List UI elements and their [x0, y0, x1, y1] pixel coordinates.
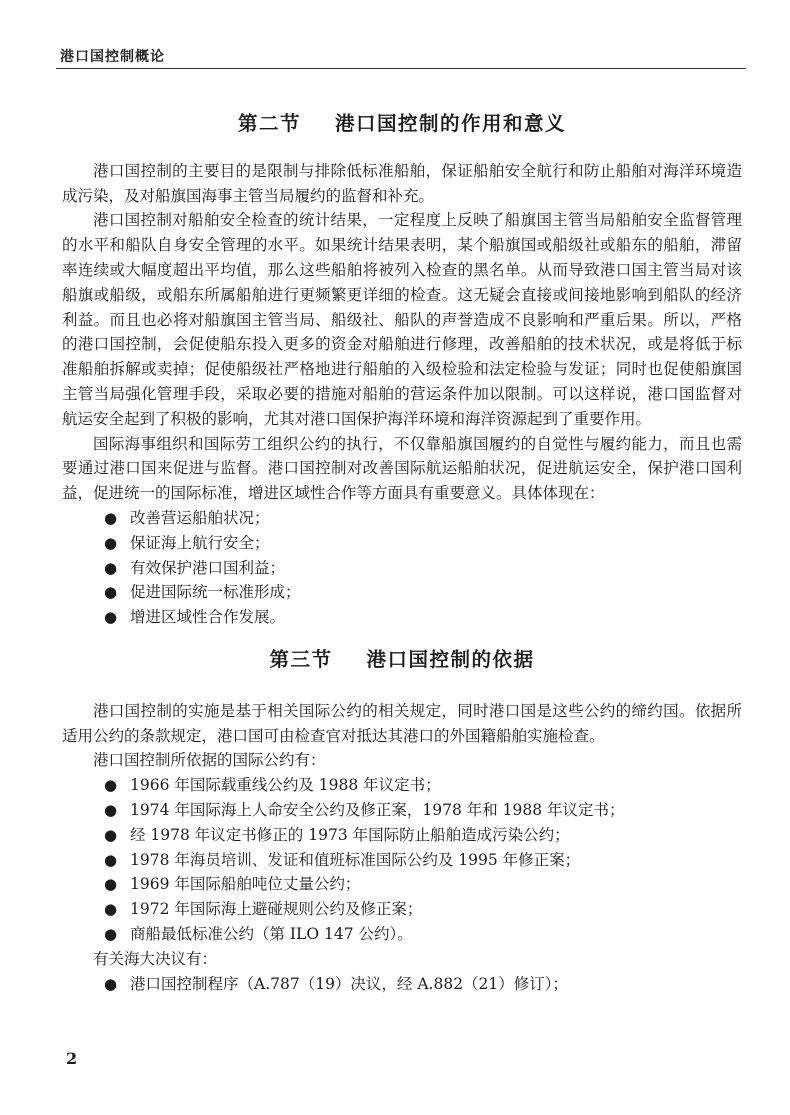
list-item-text: 1974 年国际海上人命安全公约及修正案，1978 年和 1988 年议定书； — [130, 800, 625, 819]
page-body — [62, 112, 742, 996]
bullet-icon: ● — [104, 558, 118, 577]
list-item-text: 港口国控制程序（A.787（19）决议，经 A.882（21）修订）； — [130, 974, 569, 993]
list-item-text: 改善营运船舶状况； — [130, 508, 270, 527]
bullet-icon: ● — [104, 533, 118, 552]
paragraph: 国际海事组织和国际劳工组织公约的执行，不仅靠船旗国履约的自觉性与履约能力，而且也需要通过港口国来促进与监督。港口国控制对改善国际航运船舶状况，促进航运安全，保护港口国利益，促进统一的国际标准，增进区域性合作等方面具有重要意义。具体体现在： — [62, 434, 742, 503]
list-item — [62, 531, 742, 556]
section-3-title: 港口国控制的依据 — [366, 647, 535, 671]
paragraph: 港口国控制对船舶安全检查的统计结果，一定程度上反映了船旗国主管当局船舶安全监督管理的水平和船队自身安全管理的水平。如果统计结果表明，某个船旗国或船级社或船东的船舶，滞留率连续或大幅度超出平均值，那么这些船舶将被列入检查的黑名单。从而导致港口国主管当局对该船旗或船级，或船东所属船舶进行更频繁更详细的检查。这无疑会直接或间接地影响到船队的经济利益。而且也必将对船旗国主管当局、船级社、船队的声誉造成不良影响和严重后果。所以，严格的港口国控制，会促使船东投入更多的资金对船舶进行修理，改善船舶的技术状况，或是将低于标准船舶拆解或卖掉；促使船级社严格地进行船舶的入级检验和法定检验与发证；同时也促使船旗国主管当局强化管理手段，采取必要的措施对船舶的营运条件加以限制。可以这样说，港口国监督对航运安全起到了积极的影响，尤其对港口国保护海洋环境和海洋资源起到了重要作用。 — [62, 211, 742, 428]
list-item-text: 1978 年海员培训、发证和值班标准国际公约及 1995 年修正案； — [130, 850, 581, 869]
header-rule — [56, 68, 746, 69]
list-item — [62, 848, 742, 873]
list-item — [62, 922, 742, 947]
section-3-heading — [62, 648, 742, 673]
bullet-icon: ● — [104, 875, 118, 894]
significance-list — [62, 506, 742, 630]
bullet-icon: ● — [104, 825, 118, 844]
list-item-text: 1972 年国际海上避碰规则公约及修正案； — [130, 900, 423, 919]
paragraph: 港口国控制的主要目的是限制与排除低标准船舶，保证船舶安全航行和防止船舶对海洋环境造成污染，及对船旗国海事主管当局履约的监督和补充。 — [62, 161, 742, 205]
bullet-icon: ● — [104, 850, 118, 869]
section-2-number: 第二节 — [237, 112, 301, 135]
list-item-text: 1969 年国际船舶吨位丈量公约； — [130, 875, 361, 894]
list-item — [62, 773, 742, 798]
section-2-title: 港口国控制的作用和意义 — [335, 112, 567, 135]
bullet-icon: ● — [104, 776, 118, 795]
list-item — [62, 605, 742, 630]
section-3-number: 第三节 — [269, 647, 333, 671]
list-item — [62, 897, 742, 922]
list-item — [62, 506, 742, 531]
list-item-text: 商船最低标准公约（第 ILO 147 公约）。 — [130, 924, 413, 943]
resolutions-heading: 有关海大决议有： — [93, 949, 218, 968]
conventions-heading: 港口国控制所依据的国际公约有： — [93, 751, 326, 770]
bullet-icon: ● — [104, 800, 118, 819]
page-number: 2 — [66, 1049, 78, 1068]
section-2-heading — [62, 112, 742, 137]
list-item-text: 经 1978 年议定书修正的 1973 年国际防止船舶造成污染公约； — [130, 825, 570, 844]
bullet-icon: ● — [104, 924, 118, 943]
list-item — [62, 872, 742, 897]
list-item — [62, 580, 742, 605]
bullet-icon: ● — [104, 583, 118, 602]
list-item-text: 有效保护港口国利益； — [130, 558, 286, 577]
list-item — [62, 823, 742, 848]
list-item-text: 促进国际统一标准形成； — [130, 583, 301, 602]
bullet-icon: ● — [104, 900, 118, 919]
running-head: 港口国控制概论 — [60, 49, 165, 65]
list-item-text: 增进区域性合作发展。 — [130, 608, 286, 627]
bullet-icon: ● — [104, 508, 118, 527]
bullet-icon: ● — [104, 974, 118, 993]
list-item-text: 1966 年国际载重线公约及 1988 年议定书； — [130, 776, 441, 795]
paragraph: 港口国控制的实施是基于相关国际公约的相关规定，同时港口国是这些公约的缔约国。依据所适用公约的条款规定，港口国可由检查官对抵达其港口的外国籍船舶实施检查。 — [62, 701, 742, 745]
list-item — [62, 972, 742, 997]
resolutions-list — [62, 972, 742, 997]
list-item — [62, 556, 742, 581]
conventions-list — [62, 773, 742, 947]
list-item-text: 保证海上航行安全； — [130, 533, 270, 552]
list-item — [62, 798, 742, 823]
bullet-icon: ● — [104, 608, 118, 627]
